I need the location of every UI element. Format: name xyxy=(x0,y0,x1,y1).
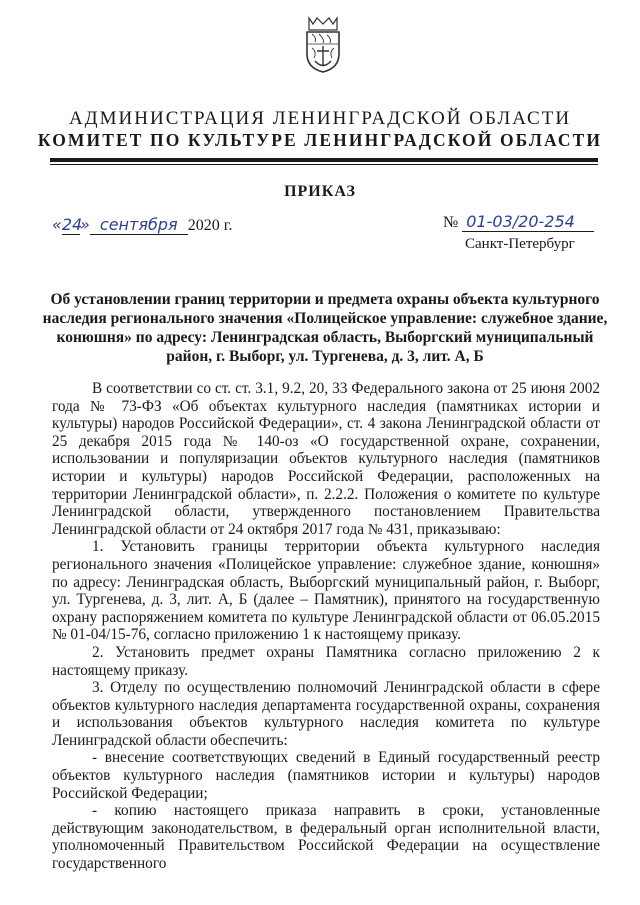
date-open-quote: « xyxy=(52,215,62,234)
header-divider xyxy=(50,158,598,162)
body-paragraph: 1. Установить границы территории объекта культурного наследия регионального значения «Полицейское управление: служебное здание, конюшня» по адресу: Ленинградская область, Выборгский муниципальный район, г. Выборг, ул. Тургенева, д. 3, лит. А, Б (далее – Памятник), принятого на государственную охрану распоряжением комитета по культуре Ленинградской области от 06.05.2015 № 01-04/15-76, согласно приложению 1 к настоящему приказу. xyxy=(52,538,600,644)
body-paragraph: 3. Отделу по осуществлению полномочий Ленинградской области в сфере объектов культурного наследия департамента государственной охраны, сохранения и использования объектов культурного наследия комитета по культуре Ленинградской области обеспечить: xyxy=(52,679,600,749)
document-body xyxy=(52,380,600,873)
administration-title: АДМИНИСТРАЦИЯ ЛЕНИНГРАДСКОЙ ОБЛАСТИ xyxy=(68,108,572,129)
document-date xyxy=(52,215,233,235)
body-paragraph: - внесение соответствующих сведений в Единый государственный реестр объектов культурного наследия (памятников истории и культуры) народов Российской Федерации; xyxy=(52,749,600,802)
committee-title: КОМИТЕТ ПО КУЛЬТУРЕ ЛЕНИНГРАДСКОЙ ОБЛАСТИ xyxy=(37,130,603,150)
number-value: 01-03/20-254 xyxy=(462,212,594,232)
body-paragraph: В соответствии со ст. ст. 3.1, 9.2, 20, 33 Федерального закона от 25 июня 2002 года № 73-ФЗ «Об объектах культурного наследия (памятниках истории и культуры) народов Российской Федерации», ст. 4 закона Ленинградской области от 25 декабря 2015 года № 140-оз «О государственной охране, сохранении, использовании и популяризации объектов культурного наследия (памятников истории и культуры) народов Российской Федерации, расположенных на территории Ленинградской области», п. 2.2.2. Положения о комитете по культуре Ленинградской области, утвержденного постановлением Правительства Ленинградской области от 24 октября 2017 года № 431, приказываю: xyxy=(52,380,600,538)
coat-of-arms-icon xyxy=(303,14,343,74)
date-month: сентября xyxy=(90,215,188,235)
document-number xyxy=(443,212,594,232)
document-city: Санкт-Петербург xyxy=(465,236,575,252)
body-paragraph: 2. Установить предмет охраны Памятника согласно приложению 2 к настоящему приказу. xyxy=(52,643,600,679)
document-subject: Об установлении границ территории и предмета охраны объекта культурного наследия регионального значения «Полицейское управление: служебное здание, конюшня» по адресу: Ленинградская область, Выборгский муниципальный район, г. Выборг, ул. Тургенева, д. 3, лит. А, Б xyxy=(42,291,608,365)
header-divider-thin xyxy=(50,164,598,165)
body-paragraph: - копию настоящего приказа направить в сроки, установленные действующим законодательством, в федеральный орган исполнительной власти, уполномоченный Правительством Российской Федерации на осуществление государственного xyxy=(52,802,600,873)
number-prefix: № xyxy=(443,214,459,231)
document-type: ПРИКАЗ xyxy=(284,183,356,200)
date-close-quote: » xyxy=(79,215,90,234)
date-year: 2020 г. xyxy=(187,217,233,234)
date-day: 24 xyxy=(61,215,83,234)
